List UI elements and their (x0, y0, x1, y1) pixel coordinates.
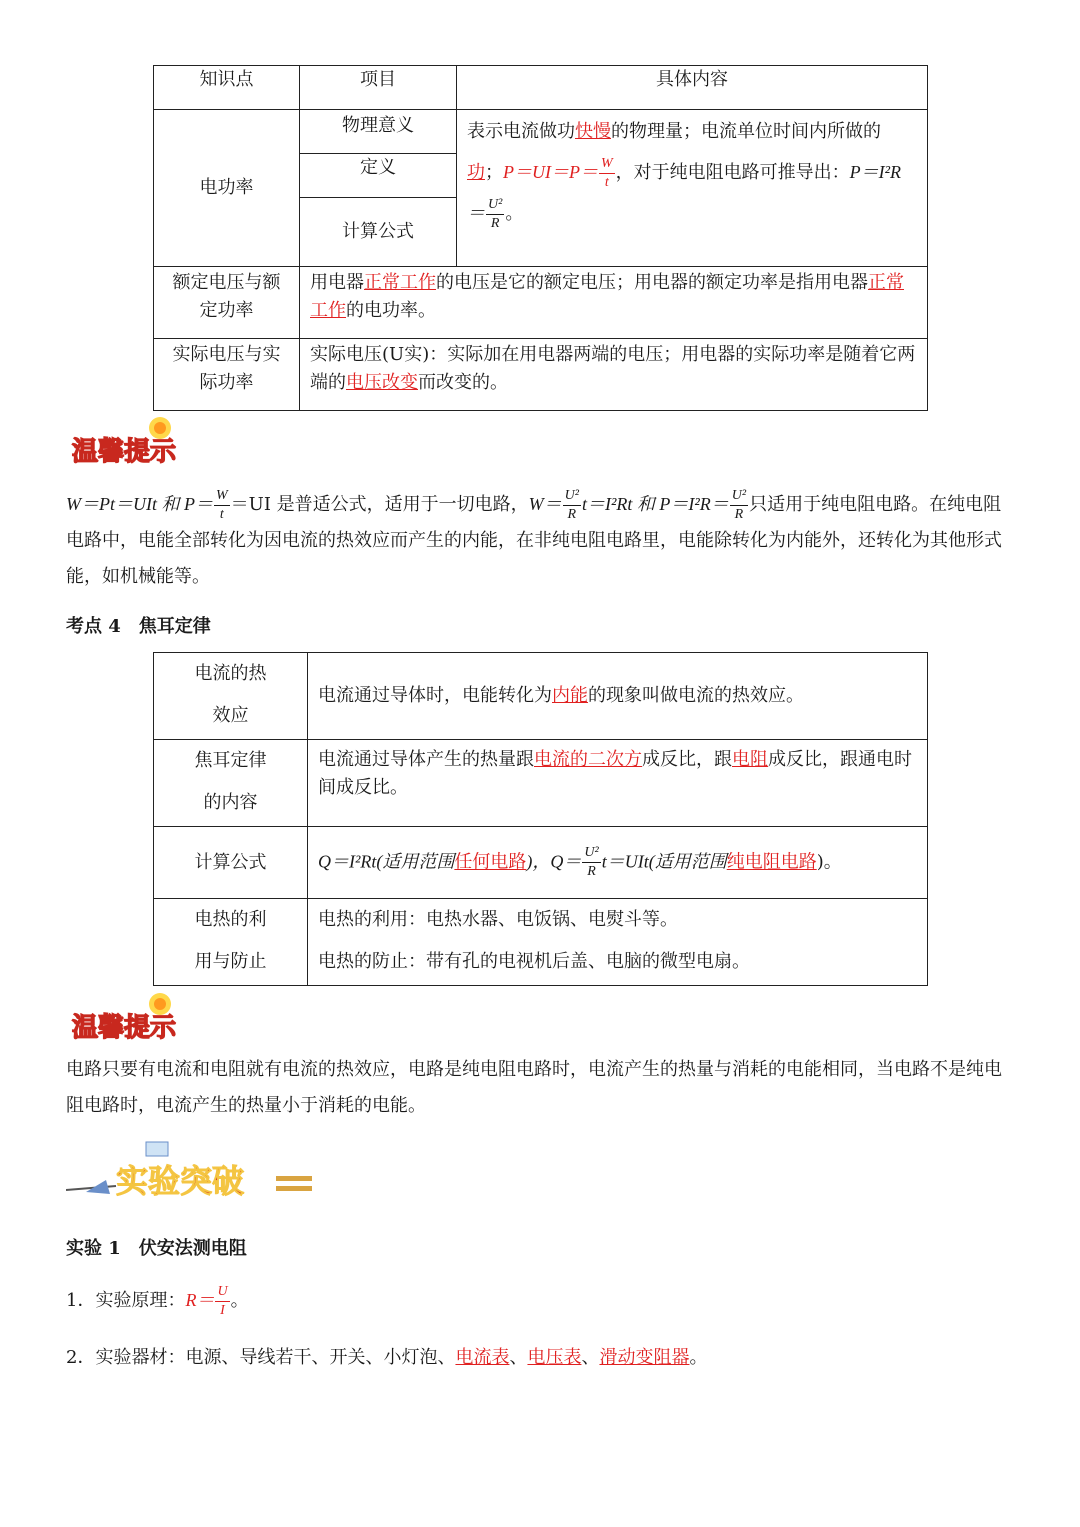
banner-text: 实验突破 (116, 1162, 245, 1200)
warm-tip-badge (70, 414, 190, 470)
power-table (153, 65, 928, 411)
joule-formula-content: Q＝I²Rt(适用范围任何电路)，Q＝ $\frac{\text{U²}}{R}$ t＝UIt(适用范围纯电阻电路)。 (308, 827, 928, 899)
heat-use-content: 电热的利用：电热水器、电饭锅、电熨斗等。 电热的防止：带有孔的电视机后盖、电脑的微型电扇。 (308, 899, 928, 986)
joule-law-label: 焦耳定律的内容 (154, 740, 308, 827)
item-physical-meaning: 物理意义 (300, 110, 457, 154)
section4-title: 考点 4 焦耳定律 (66, 616, 211, 637)
header-knowledge: 知识点 (154, 66, 300, 110)
joule-formula-label: 计算公式 (154, 827, 308, 899)
header-item: 项目 (300, 66, 457, 110)
tip2-paragraph: 电路只要有电流和电阻就有电流的热效应，电路是纯电阻电路时，电流产生的热量与消耗的电能相同，当电路不是纯电阻电路时，电流产生的热量小于消耗的电能。 (66, 1059, 1002, 1116)
warm-tip-badge-2 (70, 990, 190, 1046)
warm-tip-badge-text: 温馨提示 (72, 437, 177, 467)
rated-label: 额定电压与额定功率 (154, 267, 300, 339)
equipment-line: 2．实验器材：电源、导线若干、开关、小灯泡、电流表、电压表、滑动变阻器。 (66, 1347, 708, 1368)
item-formula: 计算公式 (300, 198, 457, 267)
experiment1-title: 实验 1 伏安法测电阻 (66, 1238, 247, 1259)
header-content: 具体内容 (457, 66, 928, 110)
heat-use-label: 电热的利用与防止 (154, 899, 308, 986)
heat-effect-label: 电流的热效应 (154, 653, 308, 740)
actual-label: 实际电压与实际功率 (154, 339, 300, 411)
joule-law-content: 电流通过导体产生的热量跟电流的二次方成反比，跟电阻成反比，跟通电时间成反比。 (308, 740, 928, 827)
item-definition: 定义 (300, 154, 457, 198)
tip1-paragraph: W＝Pt＝UIt 和 P＝ $\frac{W}{t}$ ＝UI 是普适公式，适用于一切电路，W＝ $\frac{\text{U²}}{R}$ t＝I²Rt 和 P＝I²R＝ $\frac{\text{U²}}{R}$ 只适用于纯电阻电路。在纯电阻电路中，电能全部转化为因电流的热效应而产生的内能，在非纯电阻电路里，电能除转化为内能外，还转化为其他形式能，如机械能等。 (66, 487, 1002, 587)
heat-effect-content: 电流通过导体时，电能转化为内能的现象叫做电流的热效应。 (308, 653, 928, 740)
power-content: 表示电流做功快慢的物理量；电流单位时间内所做的 功；P＝UI＝P＝ $\frac{W}{t}$ ，对于纯电阻电路可推导出：P＝I²R ＝ $\frac{\text{U²}}{R}$ 。 (457, 110, 928, 267)
joule-table (153, 652, 928, 986)
actual-content: 实际电压(U实)：实际加在用电器两端的电压；用电器的实际功率是随着它两端的电压改变而改变的。 (300, 339, 928, 411)
rated-content: 用电器正常工作的电压是它的额定电压；用电器的额定功率是指用电器正常工作的电功率。 (300, 267, 928, 339)
experiment-breakthrough-banner (66, 1140, 316, 1210)
principle-line: 1．实验原理：R＝ $\frac{U}{I}$ 。 (66, 1283, 249, 1318)
warm-tip-badge-2-text: 温馨提示 (72, 1013, 177, 1043)
power-label: 电功率 (154, 110, 300, 267)
